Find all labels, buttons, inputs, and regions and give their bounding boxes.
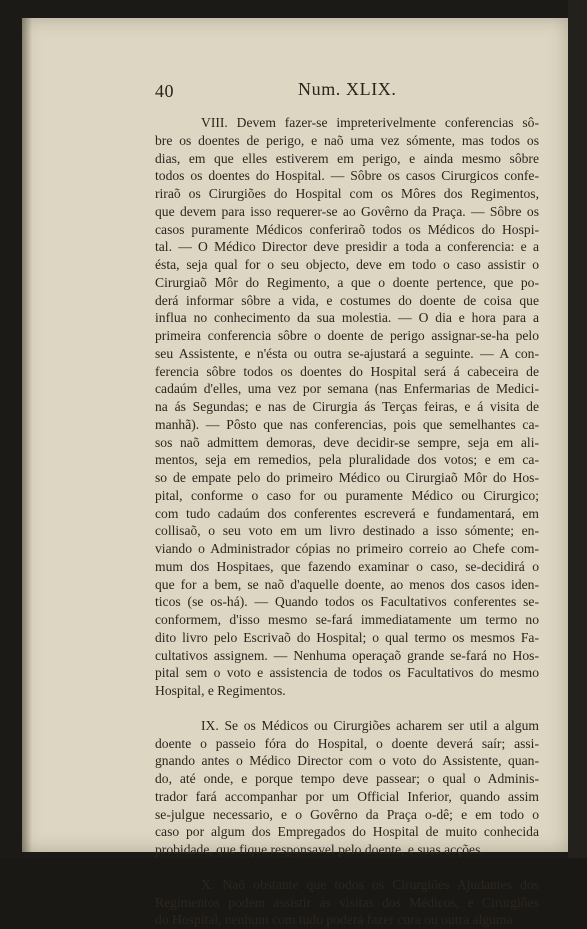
text-line: bre os doentes de perigo, e naõ uma vez sómente, mas todos os [155, 132, 539, 148]
page-header [155, 79, 535, 103]
text-line: ticos (se os-há). — Quando todos os Facultativos conferentes se- [155, 594, 539, 610]
text-line: mum dos Hospitaes, que fazendo examinar o caso, se-decidirá o [155, 558, 539, 574]
text-line: que devem para isso requerer-se ao Govêrno da Praça. — Sôbre os [155, 203, 539, 219]
paragraph [155, 114, 539, 700]
text-line: primeira conferencia sôbre o doente de perigo assignar-se-ha pelo [155, 328, 539, 343]
text-line: todos os doentes do Hospital. — Sôbre os casos Cirurgicos confe- [155, 168, 539, 184]
text-line: gnando antes o Médico Director com o voto do Assistente, quan- [155, 753, 539, 769]
facing-page-edge [568, 0, 587, 858]
text-line: conformem, d'isso mesmo se-fará immediatamente um termo no [155, 612, 539, 627]
text-line: pital, conforme o caso for ou puramente Médico ou Cirurgico; [155, 487, 539, 503]
text-line: cultativos assignem. — Nenhuma operaçaõ grande se-fará no Hos- [155, 647, 539, 663]
text-line: doente o passeio fóra do Hospital, o doente deverá saír; assi- [155, 735, 539, 751]
text-line: mentos, seja em remedios, pela pluralidade dos votos; e em ca- [155, 452, 539, 468]
text-line: Regimentos podem assistir ás visitas dos Médicos, e Cirurgiões [155, 894, 539, 910]
text-line: IX. Se os Médicos ou Cirurgiões acharem ser util a algum [201, 717, 539, 733]
text-line: X. Naõ obstante que todos os Cirurgiões Ajudantes dos [201, 876, 539, 892]
text-line: Cirurgiaõ Môr do Regimento, a que o doente pertence, que po- [155, 274, 539, 290]
text-line: que for a bem, se naõ d'aquelle doente, ao menos dos casos iden- [155, 576, 539, 592]
paragraph [155, 717, 539, 859]
text-line: pital sem o voto e assistencia de todos os Facultativos do mesmo [155, 665, 539, 681]
paragraph-gap [155, 859, 539, 876]
text-line: manhã). — Pôsto que nas conferencias, pois que semelhantes ca- [155, 416, 539, 432]
text-line: dito livro pelo Escrivaõ do Hospital; o qual termo os mesmos Fa- [155, 629, 539, 645]
page-number: 40 [155, 81, 174, 101]
text-line: ésta, seja qual for o seu objecto, deve em todo o caso assistir o [155, 257, 539, 272]
text-line: so de empate pelo do primeiro Médico ou Cirurgiaõ Môr do Hos- [155, 470, 539, 485]
text-line: ferencia sôbre todos os doentes do Hospital será á cabeceira de [155, 363, 539, 379]
text-line: cadaúm d'elles, uma vez por semana (nas Enfermarias de Medici- [155, 381, 539, 397]
text-line: derá informar sôbre a vida, e costumes do doente de coisa que [155, 292, 539, 308]
text-line: do, até onde, e porque tempo deve passear; o qual o Adminis- [155, 771, 539, 786]
text-line: VIII. Devem fazer-se impreterivelmente conferencias sô- [201, 115, 539, 130]
text-line: collisaõ, o seu voto em um livro destinado a isso sómente; en- [155, 523, 539, 539]
text-line: sos naõ admittem demoras, deve decidir-se sempre, seja em ali- [155, 434, 539, 450]
text-line: se-julgue necessario, e o Govêrno da Praça o-dê; e em todo o [155, 806, 539, 822]
text-line: com tudo cadaúm dos conferentes escreverá e fundamentará, em [155, 505, 539, 521]
paragraph-gap [155, 700, 539, 717]
text-line: dias, em que elles estiverem em perigo, e ainda mesmo sôbre [155, 150, 539, 166]
paragraph [155, 876, 539, 929]
text-line: riraõ os Cirurgiões do Hospital com os Môres dos Regimentos, [155, 186, 539, 201]
text-line: Hospital, e Regimentos. [155, 683, 286, 698]
gutter-shadow [22, 18, 32, 852]
text-line: probidade, que fique responsavel pelo doente, e suas acções. [155, 842, 484, 857]
text-line: influa no conhecimento da sua molestia. — O dia e hora para a [155, 310, 539, 326]
text-line: casos puramente Médicos conferiraõ todos os Médicos do Hospi- [155, 221, 539, 237]
text-line: caso por algum dos Empregados do Hospital de muito conhecida [155, 824, 539, 840]
running-title: Num. XLIX. [298, 79, 397, 99]
text-line: trador fará accompanhar por um Official Inferior, quando assim [155, 788, 539, 804]
text-line: na ás Segundas; e nas de Cirurgia ás Terças feiras, e á visita de [155, 399, 539, 414]
text-line: viando o Administrador cópias no primeiro correio ao Chefe com- [155, 541, 539, 556]
body-text [155, 114, 539, 929]
text-line: seu Assistente, e n'ésta ou outra se-ajustará a seguinte. — A con- [155, 345, 539, 361]
text-line: do Hospital, nenhum com tudo poderá fazer cura ou outra alguma [155, 912, 513, 928]
text-line: tal. — O Médico Director deve presidir a toda a conferencia: e a [155, 239, 539, 255]
